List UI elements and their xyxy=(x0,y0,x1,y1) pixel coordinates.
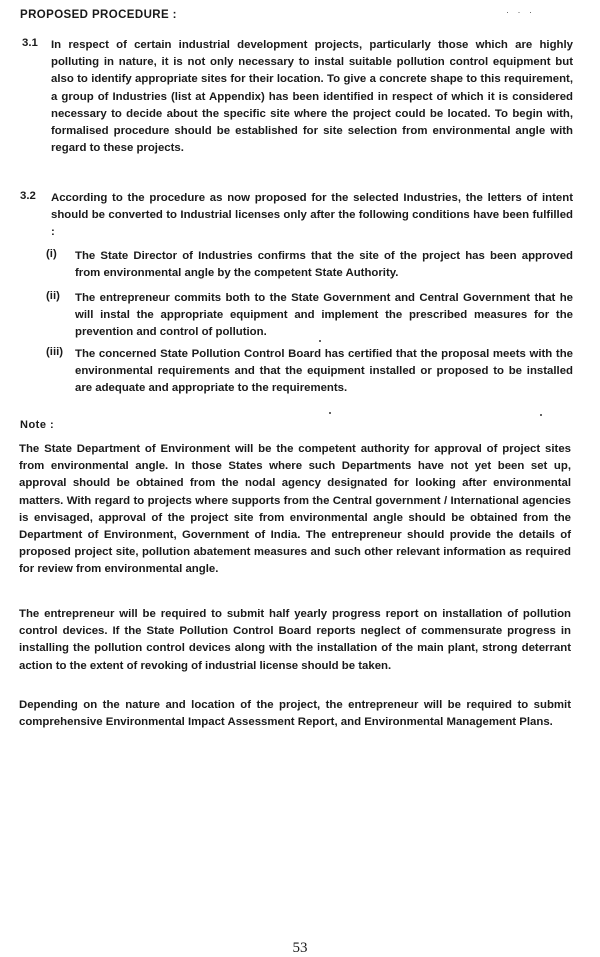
condition-3-marker: (iii) xyxy=(46,346,64,358)
note-label: Note : xyxy=(20,419,55,431)
scan-speck xyxy=(540,414,542,416)
scan-specks: · · · xyxy=(506,7,535,17)
section-3-2-number: 3.2 xyxy=(20,190,36,202)
section-heading: PROPOSED PROCEDURE : xyxy=(20,9,177,21)
note-paragraph-2: The entrepreneur will be required to submit half yearly progress report on installation of pollution control devices. If the State Pollution Control Board reports neglect of commensurate progress in installing the pollution control devices along with the installation of the main plant, strong deterrant action to the extent of revoking of industrial license should be taken. xyxy=(19,608,571,672)
condition-1-marker: (i) xyxy=(46,248,57,260)
condition-2-text: The entrepreneur commits both to the State Government and Central Government that he will instal the appropriate equipment and implement the prescribed measures for the prevention and control of pollution. xyxy=(75,292,573,339)
section-3-1-paragraph: In respect of certain industrial development projects, particularly those which are highly polluting in nature, it is not only necessary to instal suitable pollution control equipment but also to identify appropriate sites for their location. To give a concrete shape to this requirement, a group of Industries (list at Appendix) has been identified in respect of which it is considered necessary to decide about the specific site where the project could be located. To begin with, formalised procedure should be established for site selection from environmental angle with regard to these projects. xyxy=(51,39,573,155)
note-paragraph-3: Depending on the nature and location of the project, the entrepreneur will be required to submit comprehensive Environmental Impact Assessment Report, and Environmental Management Plans. xyxy=(19,699,571,729)
scan-speck xyxy=(329,412,331,414)
page-number: 53 xyxy=(292,940,308,956)
condition-2-marker: (ii) xyxy=(46,290,60,302)
condition-1-text: The State Director of Industries confirms that the site of the project has been approved from environmental angle by the competent State Authority. xyxy=(75,250,573,280)
section-3-2-paragraph: According to the procedure as now proposed for the selected Industries, the letters of intent should be converted to Industrial licenses only after the following conditions have been fulfilled : xyxy=(51,192,573,239)
scan-speck xyxy=(319,340,321,342)
condition-3-text: The concerned State Pollution Control Board has certified that the proposal meets with the environmental requirements and that the equipment installed or proposed to be installed are adequate and appropriate to the requirements. xyxy=(75,348,573,395)
section-3-1-number: 3.1 xyxy=(22,37,38,49)
note-paragraph-1: The State Department of Environment will be the competent authority for approval of project sites from environmental angle. In those States where such Departments have not yet been set up, approval should be obtained from the nodal agency designated for looking after environmental matters. With regard to projects where supports from the Central government / International agencies is envisaged, approval of the project site from environmental angle should be obtained from the Department of Environment, Government of India. The entrepreneur should provide the details of proposed project site, pollution abatement measures and such other relevant information as required for review from environmental angle. xyxy=(19,443,571,576)
